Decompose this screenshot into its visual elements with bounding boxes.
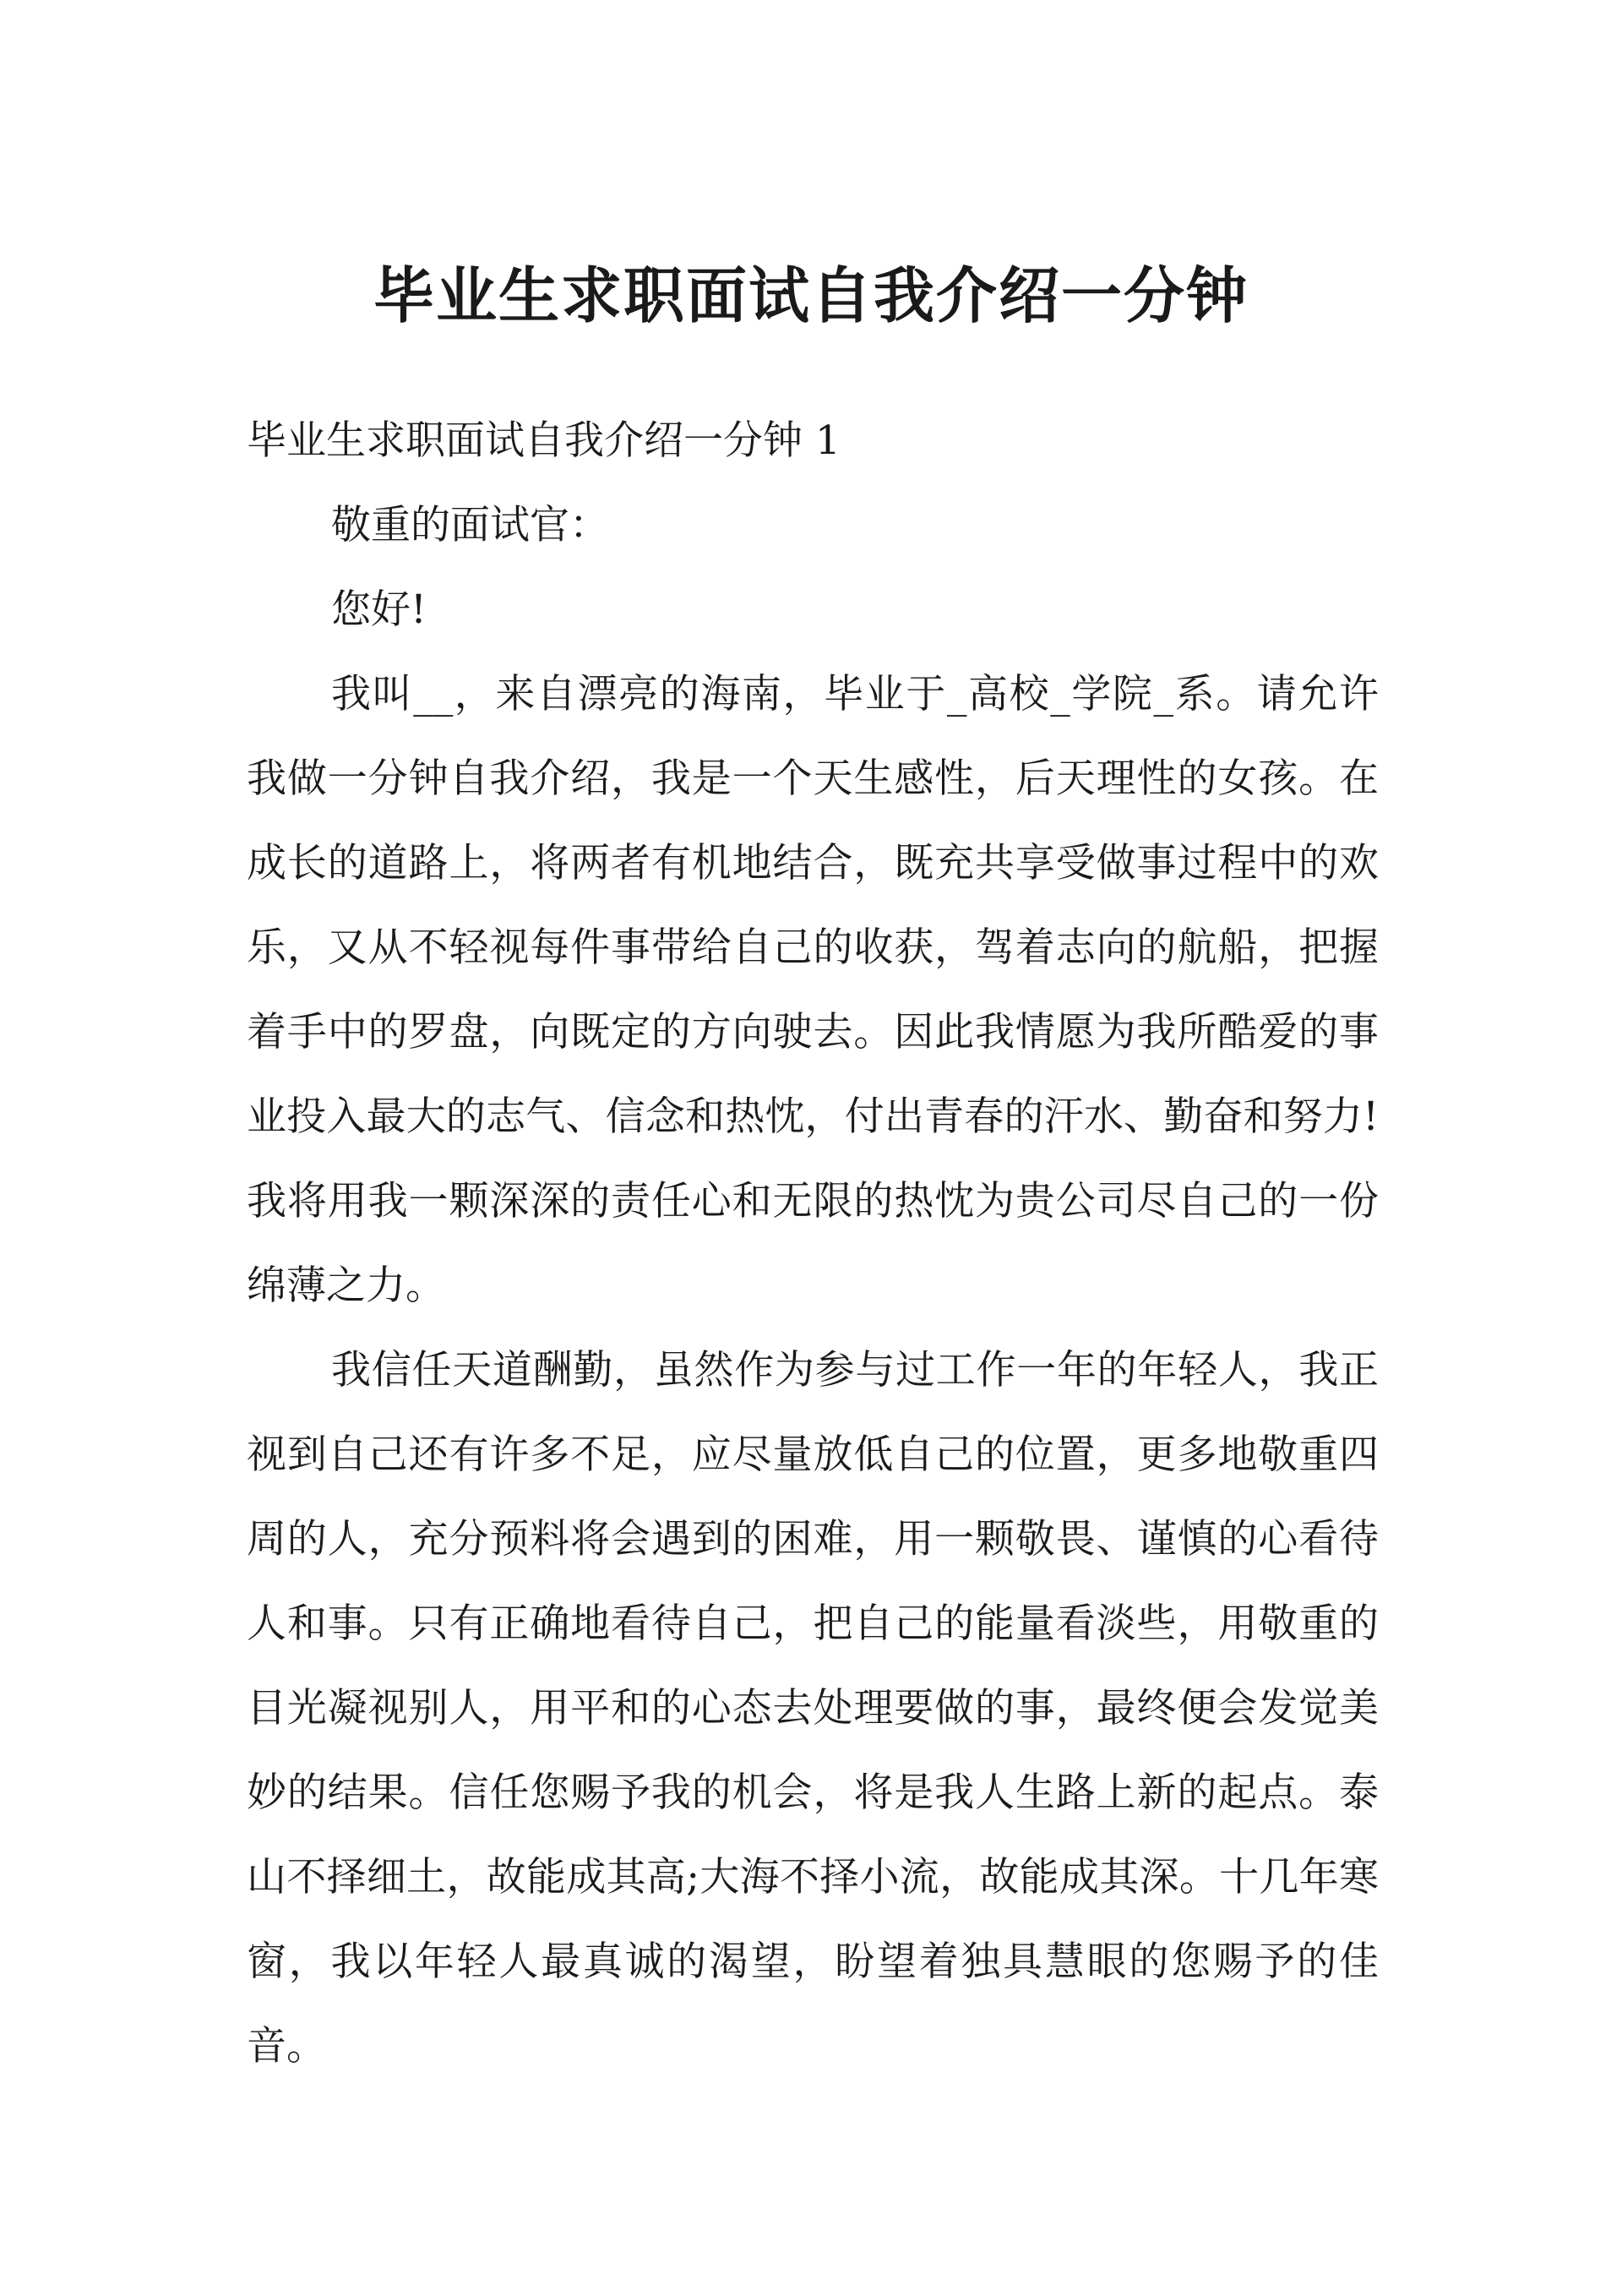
body-paragraph: 我叫__，来自漂亮的海南，毕业于_高校_学院_系。请允许我做一分钟自我介绍，我是一个天生感性，后天理性的女孩。在成长的道路上，将两者有机地结合，既充共享受做事过程中的欢乐，又从不轻视每件事带给自己的收获，驾着志向的航船，把握着手中的罗盘，向既定的方向驶去。因此我情愿为我所酷爱的事业投入最大的志气、信念和热忱，付出青春的汗水、勤奋和努力!我将用我一颗深深的责任心和无限的热忱为贵公司尽自己的一份绵薄之力。 <box>247 671 1379 1309</box>
document-body <box>247 399 1379 2089</box>
salutation-paragraph: 敬重的面试官： <box>331 502 609 548</box>
body-paragraph: 我信任天道酬勤，虽然作为参与过工作一年的年轻人，我正视到自己还有许多不足，应尽量放低自己的位置，更多地敬重四周的人，充分预料将会遇到的困难，用一颗敬畏、谨慎的心看待人和事。只有正确地看待自己，把自己的能量看淡些，用敬重的目光凝视别人，用平和的心态去处理要做的事，最终便会发觉美妙的结果。信任您赐予我的机会，将是我人生路上新的起点。泰山不择细土，故能成其高;大海不择小流，故能成其深。十几年寒窗，我以年轻人最真诚的渴望，盼望着独具慧眼的您赐予的佳音。 <box>247 1347 1379 2070</box>
document-title: 毕业生求职面试自我介绍一分钟 <box>373 259 1249 331</box>
greeting-paragraph: 您好! <box>331 586 427 633</box>
section-heading: 毕业生求职面试自我介绍一分钟 1 <box>247 417 841 464</box>
